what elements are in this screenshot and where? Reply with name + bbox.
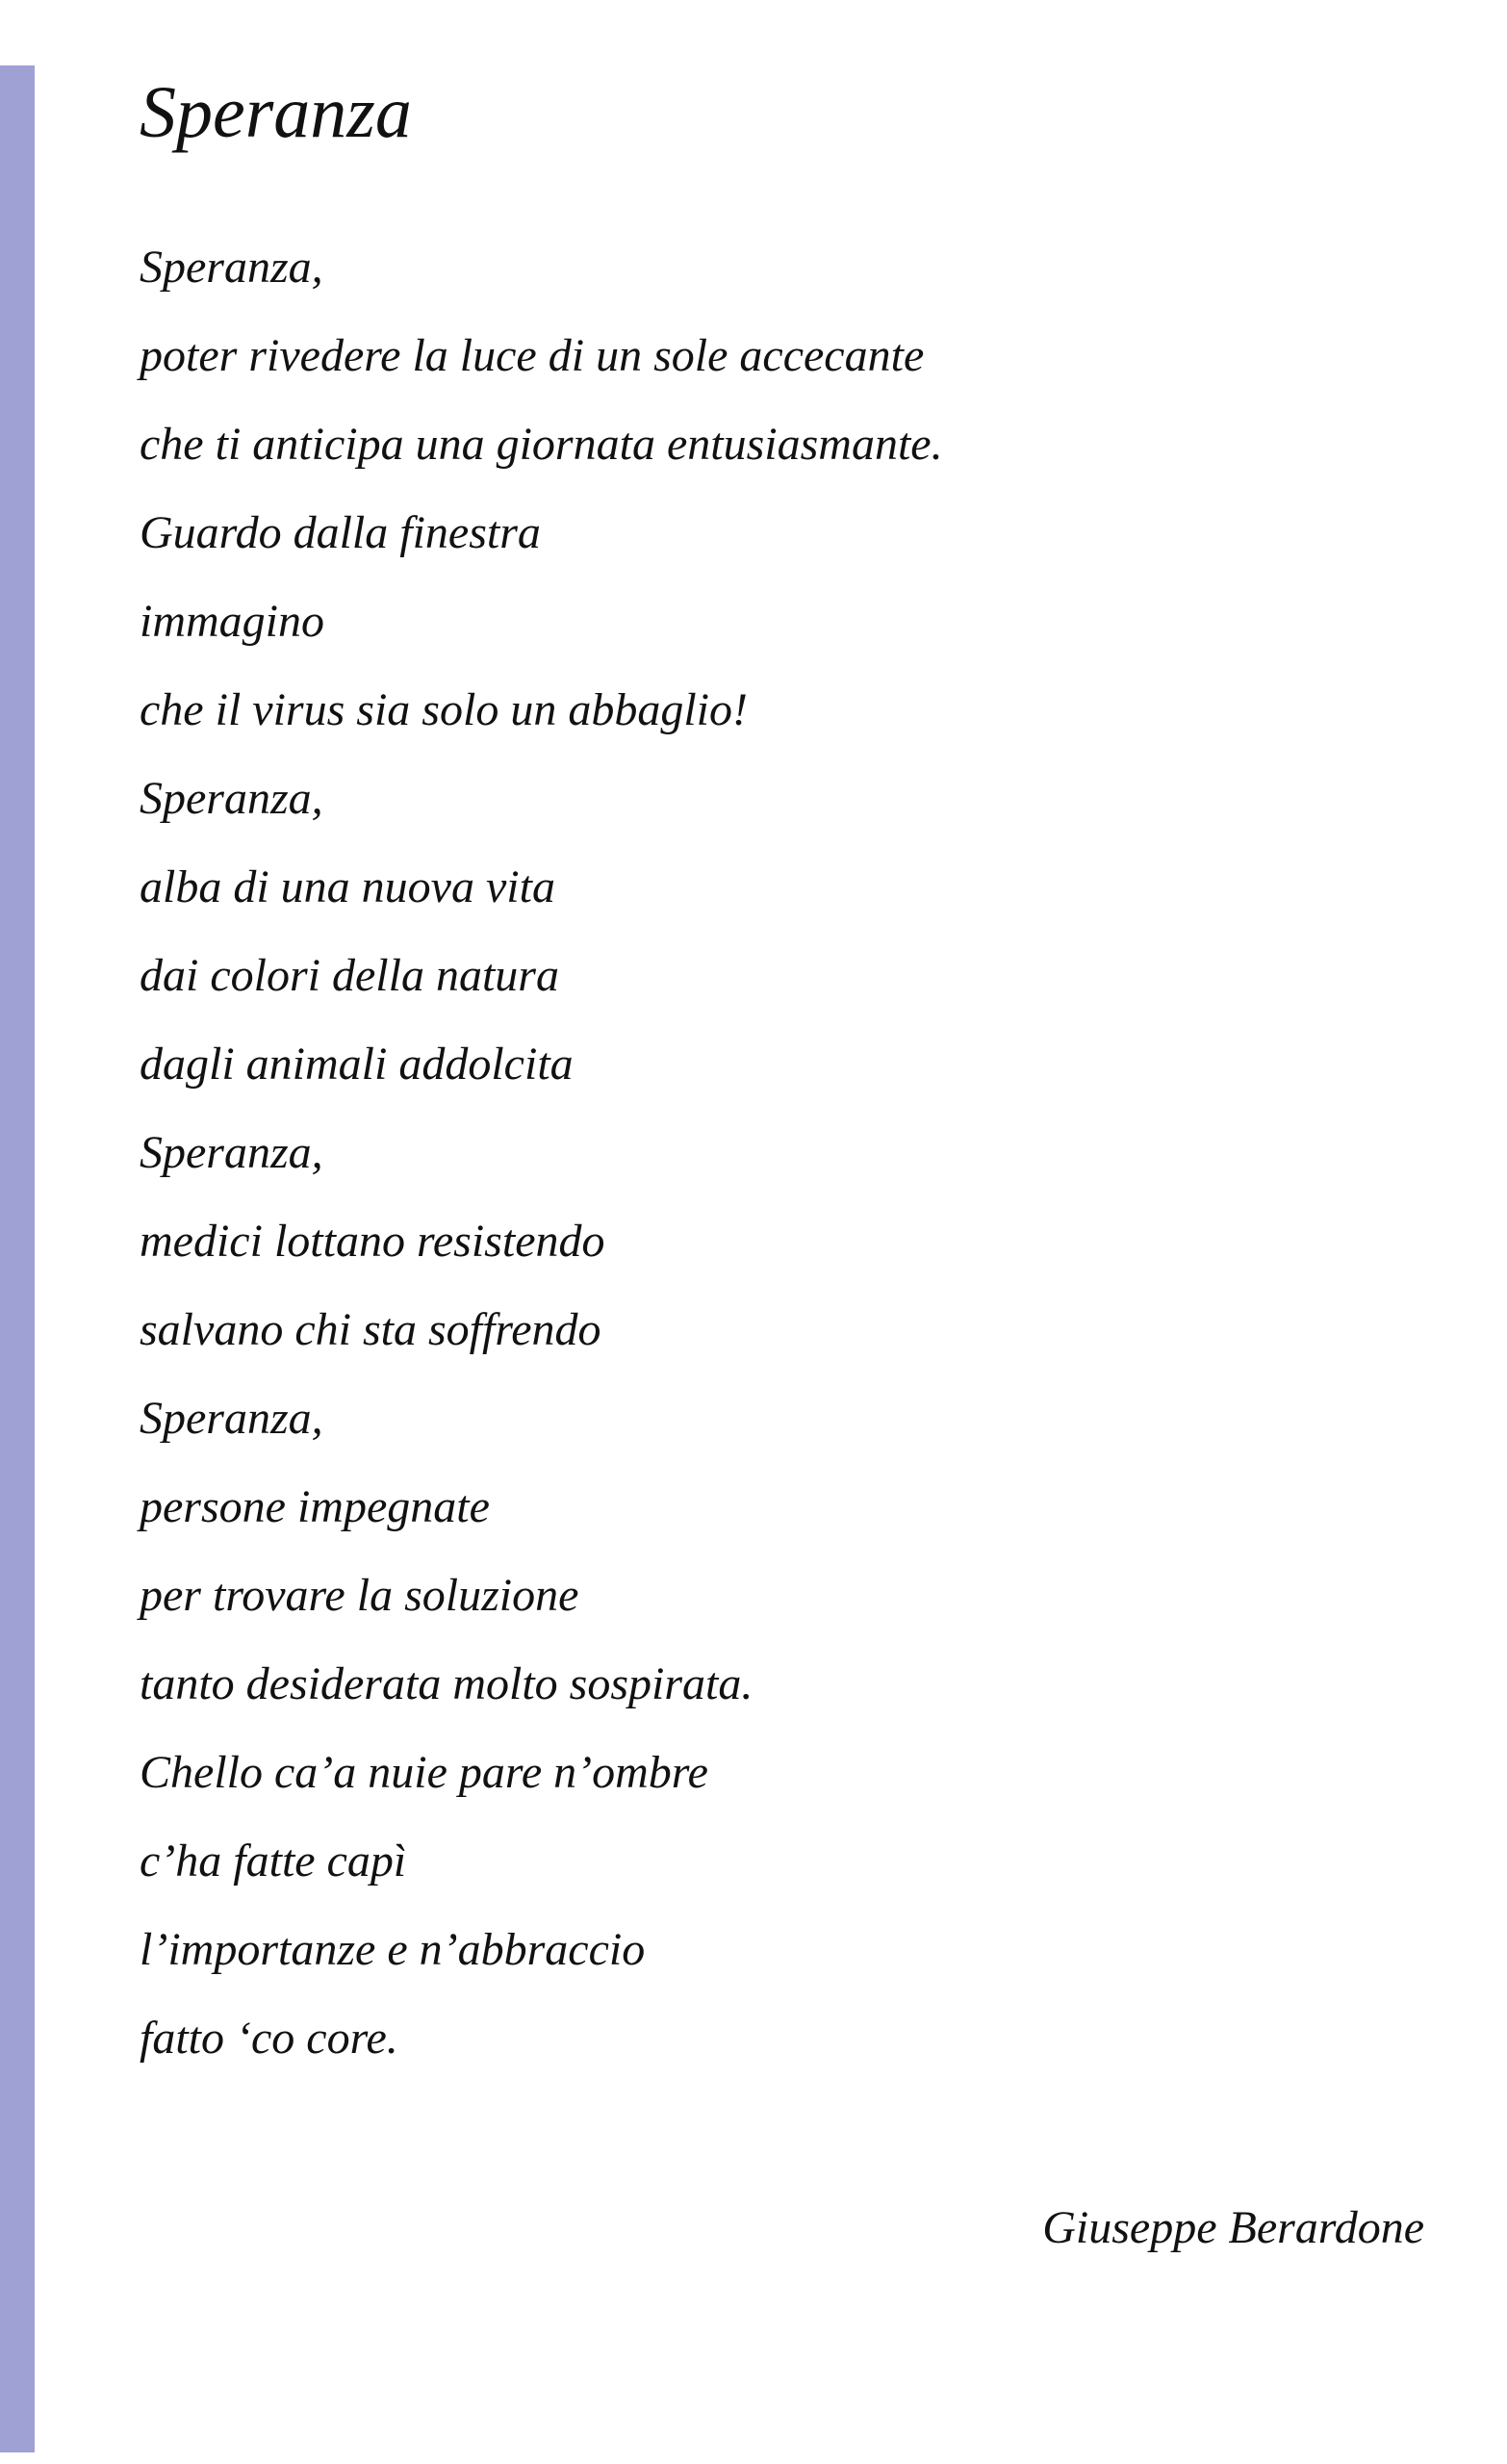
poem-line: che ti anticipa una giornata entusiasmante. [140, 419, 943, 470]
poem-line: persone impegnate [140, 1481, 490, 1532]
poem-line: immagino [140, 596, 324, 647]
poem-line: c’ha fatte capì [140, 1835, 407, 1886]
poem-line: poter rivedere la luce di un sole accecante [140, 330, 925, 381]
poem-line: l’importanze e n’abbraccio [140, 1924, 646, 1975]
poem-body [140, 223, 943, 2083]
poem-title: Speranza [140, 72, 412, 153]
poem-line: dagli animali addolcita [140, 1039, 574, 1090]
poem-line: che il virus sia solo un abbaglio! [140, 684, 748, 735]
poem-line: Chello ca’a nuie pare n’ombre [140, 1747, 708, 1798]
poem-line: medici lottano resistendo [140, 1216, 605, 1267]
left-accent-bar [0, 65, 35, 2452]
poem-line: dai colori della natura [140, 950, 559, 1001]
poem-line: tanto desiderata molto sospirata. [140, 1658, 754, 1709]
author-signature: Giuseppe Berardone [1042, 2202, 1424, 2253]
poem-line: Speranza, [140, 1127, 323, 1178]
poem-line: Speranza, [140, 242, 323, 293]
poem-line: Speranza, [140, 773, 323, 824]
poem-line: Guardo dalla finestra [140, 507, 541, 558]
poem-line: salvano chi sta soffrendo [140, 1304, 601, 1355]
poem-line: Speranza, [140, 1393, 323, 1444]
poem-line: per trovare la soluzione [140, 1570, 579, 1621]
poem-line: fatto ‘co core. [140, 2013, 398, 2064]
poem-line: alba di una nuova vita [140, 861, 555, 912]
